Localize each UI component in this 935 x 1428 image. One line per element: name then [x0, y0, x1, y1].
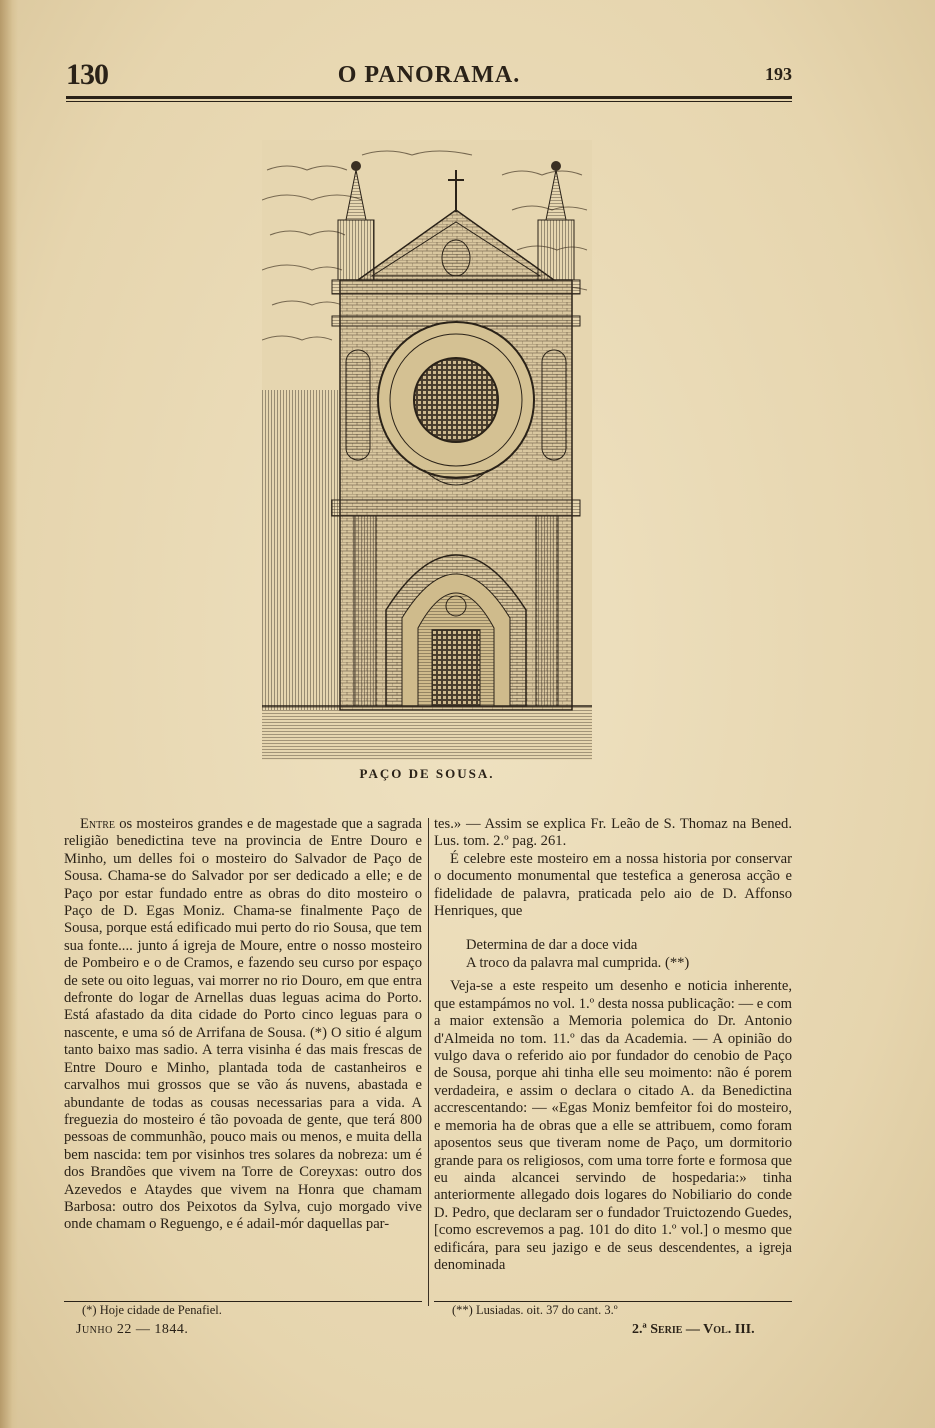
issue-date: Junho 22 — 1844. — [76, 1322, 189, 1337]
left-paragraph — [64, 816, 422, 1234]
illustration-caption: PAÇO DE SOUSA. — [359, 766, 495, 781]
footnote-left: (*) Hoje cidade de Penafiel. — [82, 1303, 222, 1317]
engraving-illustration — [262, 140, 592, 760]
header-rule-thin — [66, 101, 792, 102]
right-paragraph-2: É celebre este mosteiro em a nossa historia por conservar o documento monumental que testefica a generosa acção e fidelidade de palavra, praticada pelo aio de D. Affonso Henriques, que — [434, 850, 792, 920]
lede-word: Entre — [80, 816, 116, 832]
column-divider — [428, 818, 429, 1306]
publication-title: O PANORAMA. — [337, 62, 521, 88]
page-header — [66, 58, 792, 96]
book-spine-shadow — [0, 0, 18, 1428]
left-column — [64, 816, 422, 1234]
right-paragraph-3: Veja-se a este respeito um desenho e noticia inherente, que estampámos no vol. 1.º desta nossa publicação: — e com a maior extensão a Memoria polemica do Dr. Antonio d'Almeida no tom. 11.º das da Academia. — A opinião do vulgo dava o referido aio por fundador do cenobio de Paço de Sousa, porque ahi tinha elle seu moimento: não é porem verdadeira, e assim o declara o citado A. da Benedictina accrescentando: — «Egas Moniz bemfeitor foi do mosteiro, e memoria ha de obras que a elle se attribuem, como foram aposentos seus que tiveram nome de Paço, um dormitorio grande para os religiosos, com uma torre forte e formosa que eu ainda alcancei servindo de hospedaria:» tinha anteriormente allegado dois logares do Nobiliario do conde D. Pedro, que declaram ser o fundador Truictozendo Guedes, [como escrevemos a pag. 101 do dito 1.º vol.] o mesmo que edificára, para seu jazigo e de seus descendentes, a igreja denominada — [434, 978, 792, 1273]
page-number: 130 — [66, 58, 108, 91]
right-paragraph-1: tes.» — Assim se explica Fr. Leão de S. Thomaz na Bened. Lus. tom. 2.º pag. 261. — [434, 816, 792, 850]
footnote-rule-left — [64, 1301, 422, 1302]
serie-volume: 2.ª Serie — Vol. III. — [632, 1322, 755, 1337]
right-column — [434, 816, 792, 1274]
page-number-alt: 193 — [765, 64, 792, 84]
header-rule — [66, 96, 792, 99]
verse-quote — [466, 936, 792, 972]
verse-line-2: A troco da palavra mal cumprida. (**) — [466, 955, 690, 972]
left-paragraph-text: os mosteiros grandes e de magestade que a sagrada religião benedictina teve na provincia de Entre Douro e Minho, um delles foi o mosteiro do Salvador de Paço de Sousa. Chama-se do Salvador por ser dedicado a elle; e de Paço por estar fundado entre as obras do dito mosteiro o Paço de D. Egas Moniz. Chama-se finalmente Paço de Sousa, porque está edificado mui perto do rio Sousa, que tem sua fonte.... junto á igreja de Moure, entre o nosso mosteiro de Pombeiro e o de Cramos, e fazendo seu curso por espaço de sete ou oito leguas, vai morrer no rio Douro, em que entra defronte do logar de Arnellas duas leguas acima do Porto. Está afastado da dita cidade do Porto cinco leguas para o nascente, e uma só de Arrifana de Sousa. (*) O sitio é algum tanto baixo mas sadio. A terra visinha é das mais frescas de Entre Douro e Minho, plantada toda de castanheiros e carvalhos mui grossos que se vão ás nuvens, abastada e abundante de todas as cousas necessarias para a vida. A freguezia do mosteiro é tão povoada de gente, que terá 800 pessoas de communhão, pouco mais ou menos, e muita della bem nascida: tem por visinhos tres solares da nobreza: um é dos Brandões que vivem na Torre de Coreyxas: outro dos Azevedos e Ataydes que vivem na Honra que chamam Barbosa: outro dos Peixotos da Sylva, cujo morgado vive onde chamam o Reguengo, e é adail-mór daquellas par- — [64, 816, 422, 1233]
verse-line-1: Determina de dar a doce vida — [466, 937, 638, 954]
footnote-rule-right — [434, 1301, 792, 1302]
footnote-right: (**) Lusiadas. oit. 37 do cant. 3.º — [452, 1303, 618, 1317]
